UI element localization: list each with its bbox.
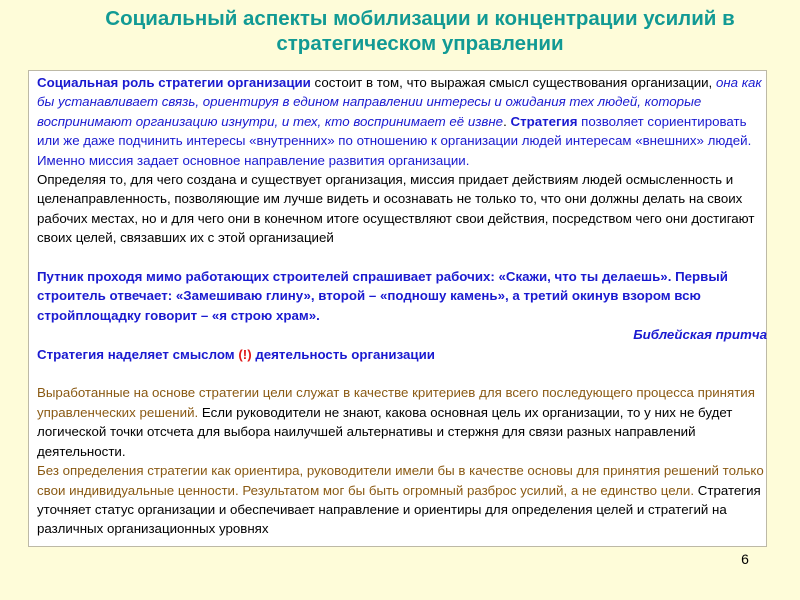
meaning-line [37, 345, 767, 364]
spacer [37, 248, 767, 267]
page-number: 6 [741, 551, 749, 567]
exclamation-mark: (!) [238, 346, 252, 362]
paragraph1-text2: . [503, 113, 511, 129]
paragraph-social-role [37, 73, 767, 170]
paragraph1-italic: она как бы устанавливает связь, ориентируя в едином направлении интересы и ожидания тех людей, которые воспринимают организацию изнутри, и тех, кто воспринимает её извне [37, 75, 762, 129]
parable-source: Библейская притча [633, 327, 767, 343]
strategy-word: Стратегия [510, 113, 578, 129]
paragraph1-text3: позволяет сориентировать или же даже подчинить интересы «внутренних» по отношению к организации людей интересам «внешних» людей. Именно миссия задает основное направление развития организации. [37, 113, 752, 168]
slide-title: Социальный аспекты мобилизации и концентрации усилий в стратегическом управлении [105, 7, 735, 55]
paragraph3-black: Если руководители не знают, какова основная цель их организации, то у них не будет логической точки отсчета для выбора наилучшей альтернативы и стержня для связи разных направлений деятельности. [37, 404, 733, 459]
paragraph1-text1: состоит в том, что выражая смысл существования организации, [310, 75, 716, 90]
meaning-after: деятельность организации [251, 346, 435, 362]
lead-phrase: Социальная роль стратегии организации [37, 75, 311, 90]
paragraph4-black: Стратегия уточняет статус организации и обеспечивает направление и ориентиры для определения целей и стратегий на различных организационных уровнях [37, 482, 761, 537]
paragraph-goals [37, 383, 767, 461]
paragraph-mission: Определяя то, для чего создана и существует организация, миссия придает действиям людей осмысленность и целенаправленность, позволяющие им лучше видеть и осознавать не только то, что они должны делать на своих рабочих местах, но и для чего они в конечном итоге осуществляют свои действия, посредством чего они достигают своих целей, связавших их с этой организацией [37, 172, 755, 246]
content-text [37, 73, 767, 539]
paragraph3-brown: Выработанные на основе стратегии цели служат в качестве критериев для всего последующего процесса принятия управленческих решений. [37, 385, 755, 420]
paragraph4-brown: Без определения стратегии как ориентира, руководители имели бы в качестве основы для принятия решений только свои индивидуальные ценности. Результатом мог бы быть огромный разброс усилий, а не единство цели. [37, 463, 764, 498]
parable-text: Путник проходя мимо работающих строителей спрашивает рабочих: «Скажи, что ты делаешь». Первый строитель отвечает: «Замешиваю глину», второй – «подношу камень», а третий окинув взором всю стройплощадку говорит – «я строю храм». [37, 269, 728, 323]
meaning-before: Стратегия наделяет смыслом [37, 346, 239, 362]
spacer [37, 364, 767, 383]
paragraph-orientation [37, 461, 767, 539]
